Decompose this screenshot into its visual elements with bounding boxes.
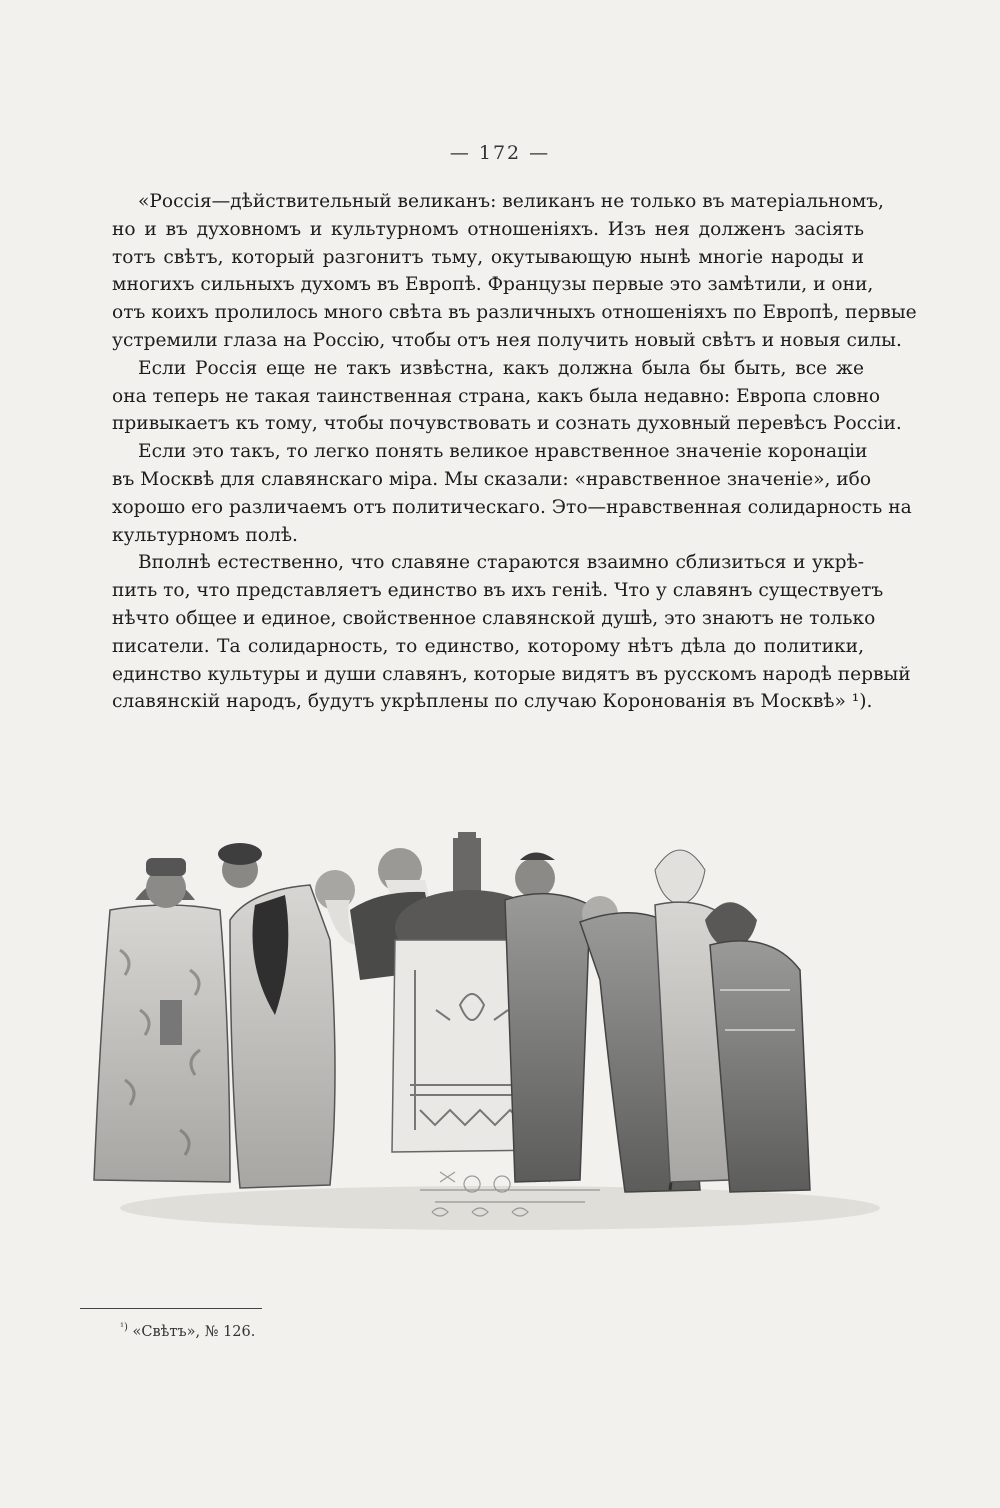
text-line: «Россія—дѣйствительный великанъ: великанъ не только въ матеріальномъ, [138, 191, 884, 212]
text-line: отъ коихъ пролилось много свѣта въ различныхъ отношеніяхъ по Европѣ, первые [112, 302, 917, 324]
text-line: культурномъ полѣ. [112, 524, 298, 546]
page-number: — 172 — [449, 142, 551, 164]
text-line: писатели. Та солидарность, то единство, которому нѣтъ дѣла до политики, [112, 635, 864, 657]
text-line: Если Россія еще не такъ извѣстна, какъ должна была бы быть, все же [138, 357, 864, 379]
footnote [120, 1322, 255, 1340]
text-line: тотъ свѣтъ, который разгонитъ тьму, окутывающую нынѣ многіе народы и [112, 246, 864, 268]
footnote-text: «Свѣтъ», № 126. [132, 1323, 256, 1340]
body-text [112, 188, 917, 716]
text-line: Вполнѣ естественно, что славяне стараются взаимно сблизиться и укрѣ- [138, 552, 864, 574]
text-line: славянскій народъ, будутъ укрѣплены по случаю Коронованія въ Москвѣ» ¹). [112, 691, 873, 713]
text-line: она теперь не такая таинственная страна, какъ была недавно: Европа словно [112, 385, 881, 407]
text-line: привыкаетъ къ тому, чтобы почувствовать и сознать духовный перевѣсъ Россіи. [112, 413, 902, 435]
text-line: въ Москвѣ для славянскаго міра. Мы сказали: «нравственное значеніе», ибо [112, 468, 872, 490]
footnote-marker: ¹) [120, 1322, 128, 1333]
text-line: Если это такъ, то легко понять великое нравственное значеніе коронаціи [138, 441, 868, 463]
text-line: нѣчто общее и единое, свойственное славянской душѣ, это знаютъ не только [112, 607, 876, 629]
text-line: единство культуры и души славянъ, которые видятъ въ русскомъ народѣ первый [112, 663, 911, 685]
text-line: но и въ духовномъ и культурномъ отношеніяхъ. Изъ нея долженъ засіять [112, 218, 864, 240]
text-line: пить то, что представляетъ единство въ ихъ геніѣ. Что у славянъ существуетъ [112, 580, 884, 602]
illustration-peasants-bread-and-salt [80, 830, 920, 1230]
footnote-rule [80, 1308, 262, 1309]
text-line: хорошо его различаемъ отъ политическаго. Это—нравственная солидарность на [112, 496, 912, 518]
text-line: устремили глаза на Россію, чтобы отъ нея получить новый свѣтъ и новыя силы. [112, 329, 902, 351]
text-line: многихъ сильныхъ духомъ въ Европѣ. Французы первые это замѣтили, и они, [112, 274, 874, 296]
